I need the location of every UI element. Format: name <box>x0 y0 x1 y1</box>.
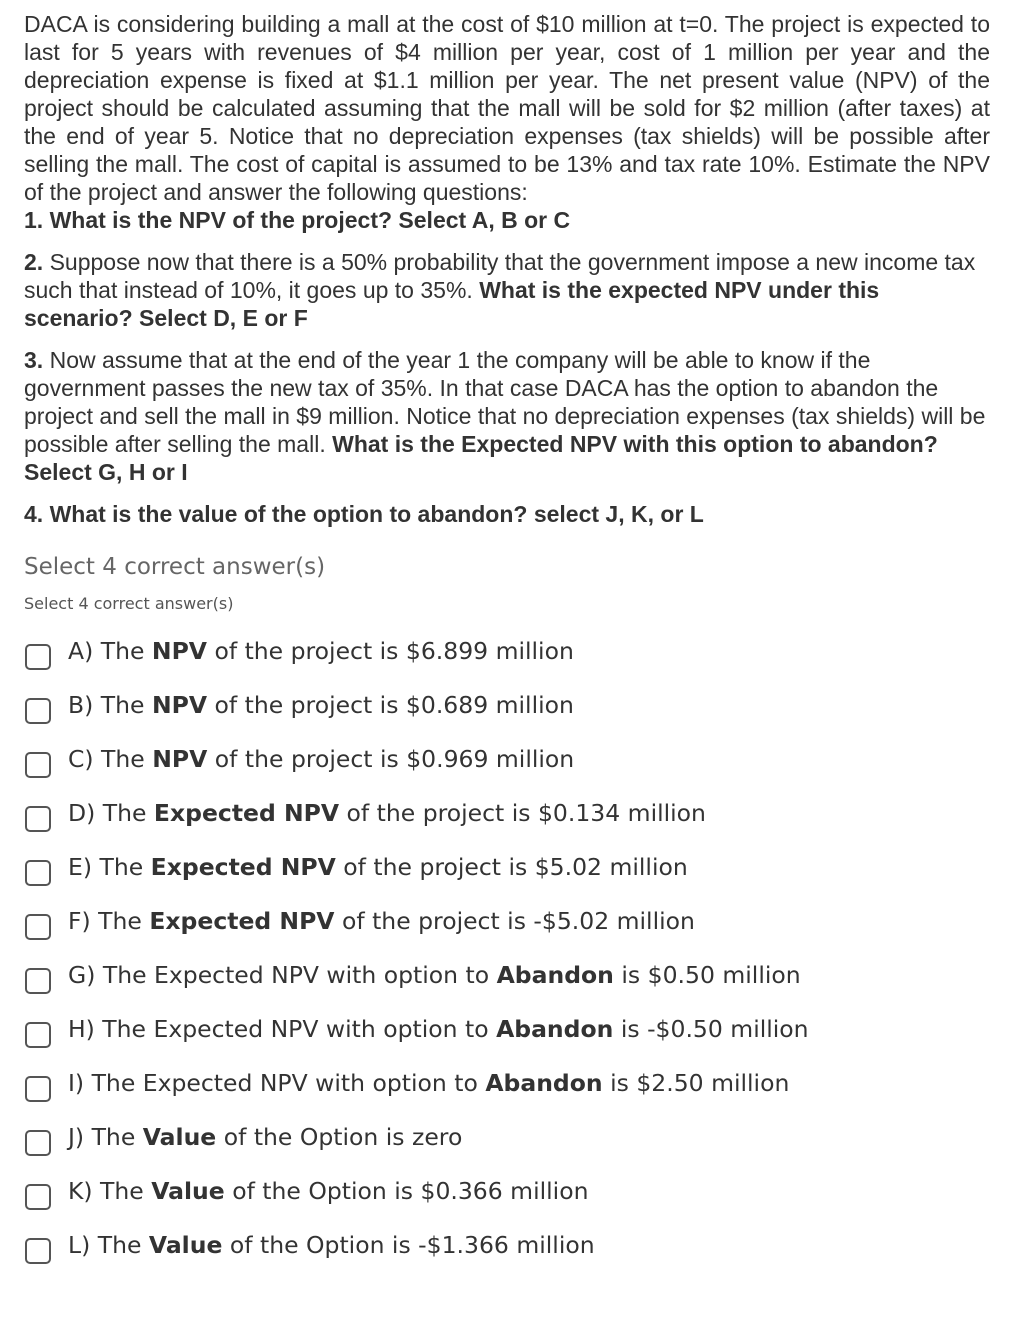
question-1 <box>24 206 990 234</box>
option-d-bold: Expected NPV <box>153 799 340 827</box>
option-g-pre: G) The Expected NPV with option to <box>68 961 497 989</box>
checkbox-g[interactable] <box>25 968 51 994</box>
option-d-post: of the project is $0.134 million <box>339 799 706 827</box>
question-intro: DACA is considering building a mall at the cost of $10 million at t=0. The project is expected to last for 5 years with revenues of $4 million per year, cost of 1 million per year and the depreciation expense is fixed at $1.1 million per year. The net present value (NPV) of the project should be calculated assuming that the mall will be sold for $2 million (after taxes) at the end of year 5. Notice that no depreciation expenses (tax shields) will be possible after selling the mall. The cost of capital is assumed to be 13% and tax rate 10%. Estimate the NPV of the project and answer the following questions: <box>24 11 990 205</box>
option-l-bold: Value <box>148 1231 223 1259</box>
question-3-text: Now assume that at the end of the year 1 the company will be able to know if the government passes the new tax of 35%. In that case DACA has the option to abandon the project and sell the mall in $9 million. Notice that no depreciation expenses (tax shields) will be possible after selling the mall. <box>24 347 986 457</box>
option-j-post: of the Option is zero <box>216 1123 463 1151</box>
checkbox-b[interactable] <box>25 698 51 724</box>
option-c-pre: C) The <box>68 745 153 773</box>
option-k-pre: K) The <box>68 1177 152 1205</box>
question-2-text: Suppose now that there is a 50% probability that the government impose a new income tax such that instead of 10%, it goes up to 35%. <box>24 249 976 303</box>
option-d[interactable] <box>25 786 991 840</box>
question-1-text: 1. What is the NPV of the project? Select A, B or C <box>24 207 571 233</box>
option-k-label[interactable] <box>68 1177 588 1205</box>
question-3 <box>24 346 990 486</box>
question-4 <box>24 500 990 528</box>
option-g-post: is $0.50 million <box>613 961 801 989</box>
option-i-label[interactable] <box>68 1069 789 1097</box>
option-e[interactable] <box>25 840 991 894</box>
option-b-label[interactable] <box>68 691 574 719</box>
option-a[interactable] <box>25 624 991 678</box>
option-e-label[interactable] <box>68 853 688 881</box>
option-c[interactable] <box>25 732 991 786</box>
option-h-bold: Abandon <box>496 1015 614 1043</box>
option-k-bold: Value <box>151 1177 225 1205</box>
option-j-pre: J) The <box>68 1123 143 1151</box>
option-e-post: of the project is $5.02 million <box>335 853 688 881</box>
option-h-pre: H) The Expected NPV with option to <box>68 1015 497 1043</box>
option-e-pre: E) The <box>68 853 151 881</box>
answer-options <box>24 624 990 1272</box>
option-j-label[interactable] <box>68 1123 462 1151</box>
option-l-post: of the Option is -$1.366 million <box>222 1231 595 1259</box>
select-prompt: Select 4 correct answer(s) <box>24 554 326 580</box>
option-a-bold: NPV <box>151 637 207 665</box>
option-f-label[interactable] <box>68 907 695 935</box>
checkbox-j[interactable] <box>25 1130 51 1156</box>
option-d-pre: D) The <box>68 799 154 827</box>
option-f-pre: F) The <box>68 907 150 935</box>
option-b-pre: B) The <box>68 691 152 719</box>
option-a-pre: A) The <box>68 637 152 665</box>
option-i-bold: Abandon <box>485 1069 603 1097</box>
option-k[interactable] <box>25 1164 991 1218</box>
question-3-number: 3. <box>24 347 44 373</box>
checkbox-f[interactable] <box>25 914 51 940</box>
option-h-post: is -$0.50 million <box>613 1015 809 1043</box>
checkbox-l[interactable] <box>25 1238 51 1264</box>
option-e-bold: Expected NPV <box>150 853 336 881</box>
option-f[interactable] <box>25 894 991 948</box>
option-f-bold: Expected NPV <box>149 907 335 935</box>
option-h-label[interactable] <box>68 1015 809 1043</box>
option-j[interactable] <box>25 1110 991 1164</box>
question-2 <box>24 248 990 332</box>
checkbox-d[interactable] <box>25 806 51 832</box>
option-l-label[interactable] <box>68 1231 595 1259</box>
option-a-label[interactable] <box>68 637 574 665</box>
option-c-label[interactable] <box>68 745 574 773</box>
checkbox-a[interactable] <box>25 644 51 670</box>
option-k-post: of the Option is $0.366 million <box>224 1177 589 1205</box>
option-i[interactable] <box>25 1056 991 1110</box>
option-f-post: of the project is -$5.02 million <box>334 907 695 935</box>
option-c-post: of the project is $0.969 million <box>207 745 575 773</box>
option-j-bold: Value <box>142 1123 217 1151</box>
option-a-post: of the project is $6.899 million <box>206 637 574 665</box>
checkbox-h[interactable] <box>25 1022 51 1048</box>
checkbox-k[interactable] <box>25 1184 51 1210</box>
option-b-bold: NPV <box>151 691 208 719</box>
select-prompt-small: Select 4 correct answer(s) <box>24 594 234 613</box>
question-2-number: 2. <box>24 249 44 275</box>
option-l-pre: L) The <box>68 1231 149 1259</box>
checkbox-e[interactable] <box>25 860 51 886</box>
option-c-bold: NPV <box>152 745 208 773</box>
option-i-post: is $2.50 million <box>602 1069 790 1097</box>
option-g[interactable] <box>25 948 991 1002</box>
option-d-label[interactable] <box>68 799 706 827</box>
checkbox-i[interactable] <box>25 1076 51 1102</box>
option-b-post: of the project is $0.689 million <box>207 691 574 719</box>
question-2-ask: What is the expected NPV under this scenario? Select D, E or F <box>24 277 880 331</box>
question-3-ask: What is the Expected NPV with this option to abandon? Select G, H or I <box>24 431 938 485</box>
checkbox-c[interactable] <box>25 752 51 778</box>
option-g-bold: Abandon <box>496 961 614 989</box>
option-g-label[interactable] <box>68 961 801 989</box>
option-i-pre: I) The Expected NPV with option to <box>68 1069 486 1097</box>
option-l[interactable] <box>25 1218 991 1272</box>
option-b[interactable] <box>25 678 991 732</box>
option-h[interactable] <box>25 1002 991 1056</box>
question-container <box>24 10 990 1272</box>
question-4-text: 4. What is the value of the option to abandon? select J, K, or L <box>24 501 704 527</box>
